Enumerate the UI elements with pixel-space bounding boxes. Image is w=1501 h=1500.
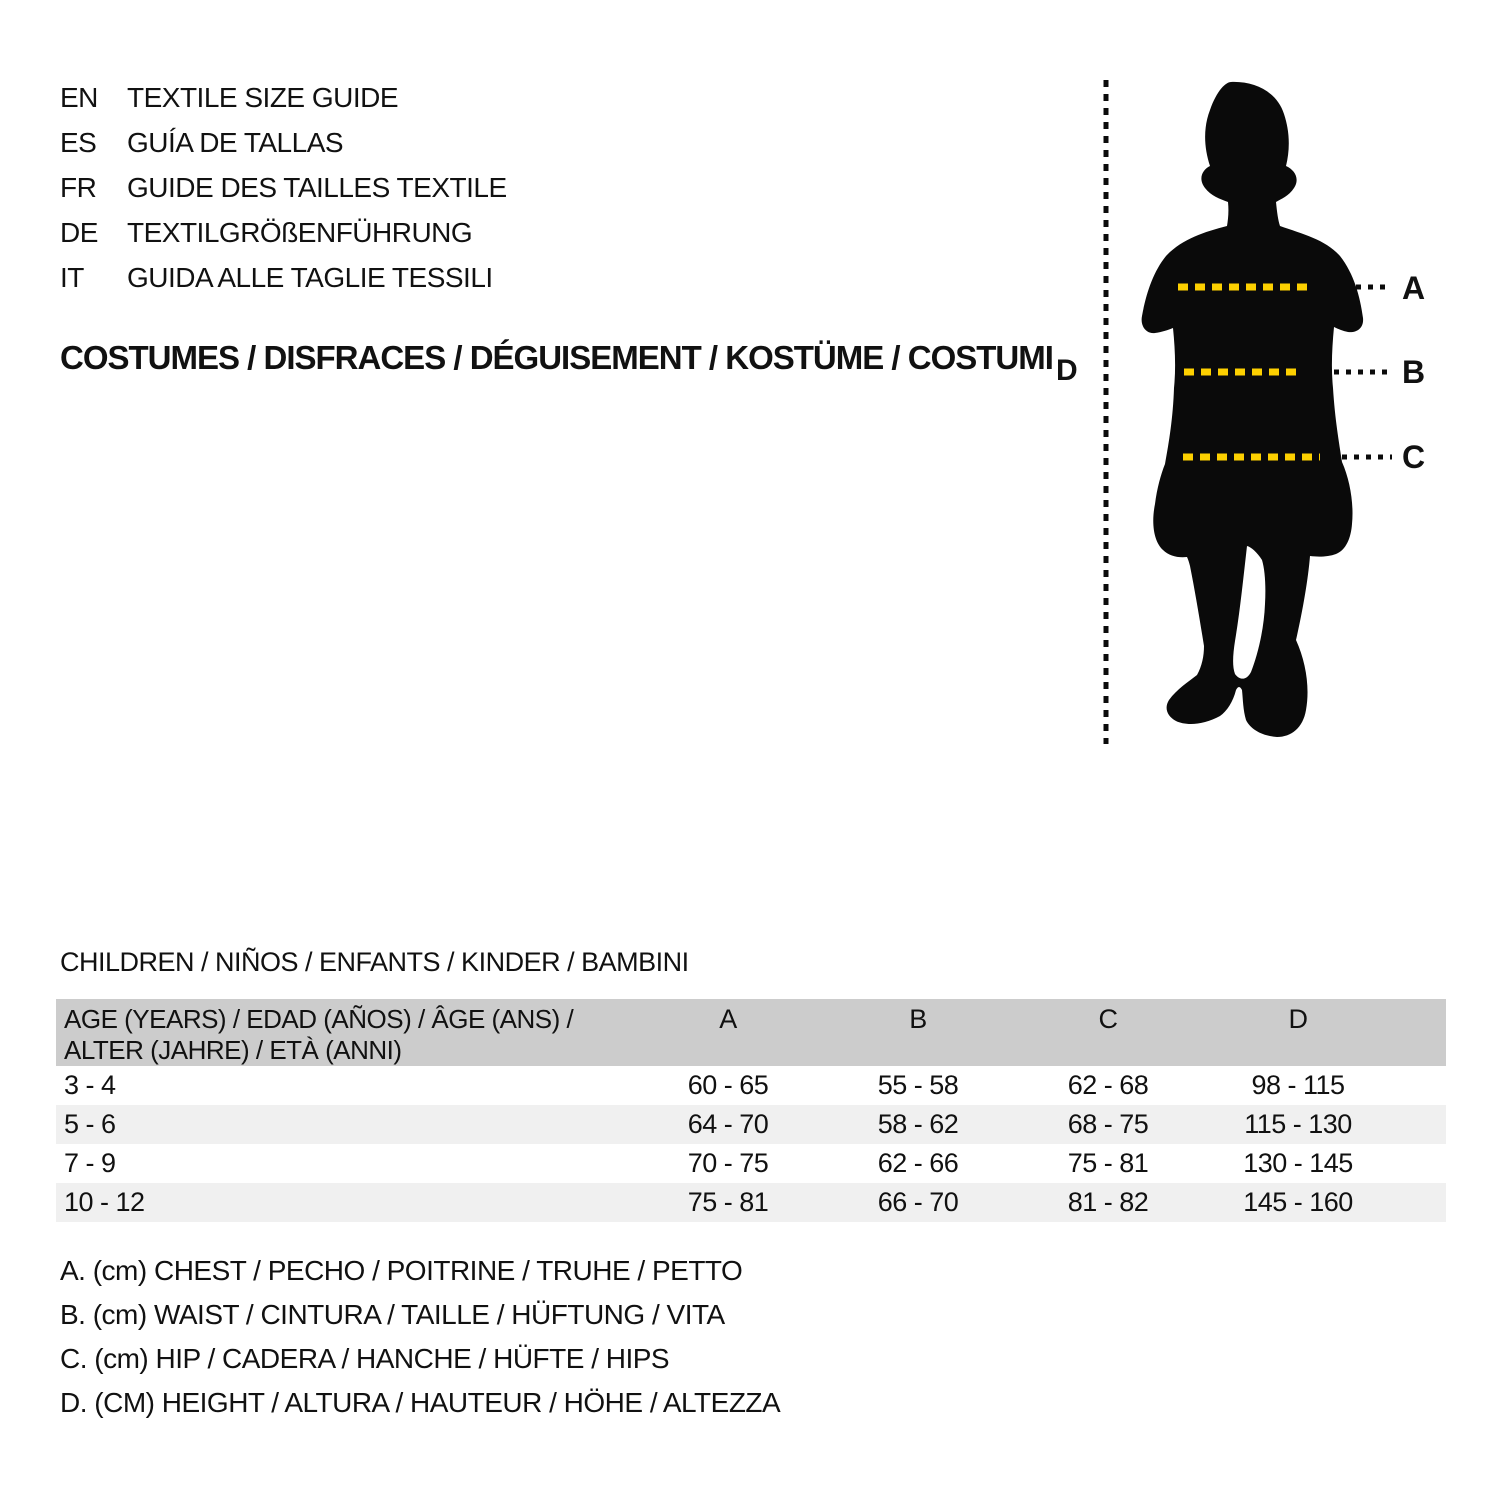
language-row-it [60, 255, 507, 300]
figure-label-chest: A [1402, 270, 1425, 306]
language-row-de [60, 210, 507, 255]
language-code: FR [60, 172, 97, 203]
language-code: IT [60, 262, 84, 293]
figure-label-hip: C [1402, 439, 1425, 475]
figure-label-height: D [1056, 354, 1078, 387]
age-cell: 10 - 12 [56, 1183, 633, 1222]
table-row [56, 1105, 1446, 1144]
legend-hip: C. (cm) HIP / CADERA / HANCHE / HÜFTE / HIPS [60, 1343, 670, 1374]
hip-cell: 68 - 75 [1013, 1105, 1203, 1144]
children-size-table [56, 999, 1446, 1222]
chest-cell: 75 - 81 [633, 1183, 823, 1222]
language-code: DE [60, 217, 98, 248]
child-silhouette [1142, 82, 1363, 737]
language-row-fr [60, 165, 507, 210]
table-row [56, 1144, 1446, 1183]
height-cell: 115 - 130 [1203, 1105, 1446, 1144]
height-cell: 98 - 115 [1251, 1070, 1345, 1100]
chest-cell: 70 - 75 [687, 1148, 769, 1178]
chest-cell: 60 - 65 [687, 1070, 769, 1100]
height-cell: 130 - 145 [1243, 1148, 1353, 1178]
hip-cell: 75 - 81 [1067, 1148, 1149, 1178]
age-column-header [56, 999, 633, 1066]
language-title-list [60, 75, 507, 300]
age-header-line2: ALTER (JAHRE) / ETÀ (ANNI) [64, 1035, 402, 1065]
child-silhouette-figure [1100, 76, 1400, 748]
language-title: TEXTILE SIZE GUIDE [127, 82, 399, 113]
hip-cell: 62 - 68 [1067, 1070, 1149, 1100]
table-row [56, 1066, 1446, 1105]
age-cell: 5 - 6 [56, 1105, 633, 1144]
language-code: ES [60, 127, 97, 158]
age-cell: 3 - 4 [64, 1070, 116, 1100]
language-title: GUIDA ALLE TAGLIE TESSILI [127, 262, 493, 293]
age-cell: 7 - 9 [64, 1148, 116, 1178]
table-row [56, 1183, 1446, 1222]
waist-cell: 55 - 58 [877, 1070, 959, 1100]
category-title: COSTUMES / DISFRACES / DÉGUISEMENT / KOSTÜME / COSTUMI [60, 339, 1053, 376]
age-header-line1: AGE (YEARS) / EDAD (AÑOS) / ÂGE (ANS) / [64, 1004, 574, 1034]
figure-label-waist: B [1402, 354, 1425, 390]
chest-cell: 64 - 70 [633, 1105, 823, 1144]
children-section-title: CHILDREN / NIÑOS / ENFANTS / KINDER / BAMBINI [60, 947, 689, 977]
hip-cell: 81 - 82 [1013, 1183, 1203, 1222]
waist-cell: 58 - 62 [823, 1105, 1013, 1144]
height-cell: 145 - 160 [1203, 1183, 1446, 1222]
language-title: GUIDE DES TAILLES TEXTILE [127, 172, 507, 203]
column-header-b: B [823, 999, 1013, 1066]
waist-cell: 62 - 66 [877, 1148, 959, 1178]
language-row-en [60, 75, 507, 120]
measurement-legend [60, 1249, 780, 1425]
waist-cell: 66 - 70 [823, 1183, 1013, 1222]
legend-chest: A. (cm) CHEST / PECHO / POITRINE / TRUHE / PETTO [60, 1255, 743, 1286]
table-header-row [56, 999, 1446, 1066]
legend-waist: B. (cm) WAIST / CINTURA / TAILLE / HÜFTUNG / VITA [60, 1299, 725, 1330]
language-code: EN [60, 82, 98, 113]
legend-height: D. (CM) HEIGHT / ALTURA / HAUTEUR / HÖHE / ALTEZZA [60, 1387, 781, 1418]
language-row-es [60, 120, 507, 165]
language-title: TEXTILGRÖßENFÜHRUNG [127, 217, 473, 248]
language-title: GUÍA DE TALLAS [127, 127, 344, 158]
column-header-a: A [633, 999, 823, 1066]
column-header-d: D [1203, 999, 1446, 1066]
column-header-c: C [1013, 999, 1203, 1066]
